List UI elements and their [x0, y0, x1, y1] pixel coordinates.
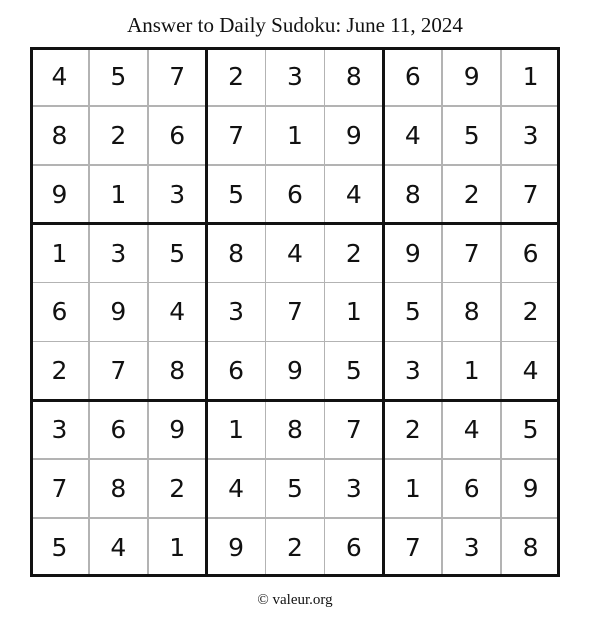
sudoku-cell-r7c1: 3 — [51, 415, 68, 445]
cell-divider-h8 — [30, 517, 560, 519]
sudoku-cell-r7c2: 6 — [110, 415, 127, 445]
sudoku-cell-r4c1: 1 — [51, 238, 68, 268]
cell-divider-v7 — [441, 47, 443, 577]
sudoku-cell-r7c3: 9 — [169, 415, 186, 445]
sudoku-cell-r2c9: 3 — [522, 120, 539, 150]
sudoku-cell-r2c6: 9 — [345, 120, 362, 150]
sudoku-cell-r5c6: 1 — [345, 297, 362, 327]
cell-divider-v8 — [500, 47, 502, 577]
sudoku-cell-r6c2: 7 — [110, 356, 127, 386]
box-border-v3 — [205, 47, 208, 577]
sudoku-cell-r6c1: 2 — [51, 356, 68, 386]
sudoku-cell-r3c5: 6 — [287, 179, 303, 209]
sudoku-cell-r3c2: 1 — [110, 179, 127, 209]
sudoku-cell-r5c1: 6 — [51, 297, 68, 327]
sudoku-cell-r1c5: 3 — [287, 61, 303, 91]
sudoku-cell-r7c7: 2 — [404, 415, 421, 445]
sudoku-cell-r6c7: 3 — [404, 356, 421, 386]
puzzle-title: Answer to Daily Sudoku: June 11, 2024 — [127, 13, 463, 37]
sudoku-cell-r8c5: 5 — [287, 474, 303, 504]
sudoku-cell-r9c8: 3 — [463, 533, 480, 563]
sudoku-cell-r8c4: 4 — [228, 474, 245, 504]
sudoku-cell-r8c3: 2 — [169, 474, 186, 504]
cell-divider-v2 — [147, 47, 149, 577]
sudoku-board — [30, 47, 560, 577]
sudoku-cell-r7c5: 8 — [287, 415, 303, 445]
box-border-v6 — [382, 47, 385, 577]
sudoku-cell-r8c7: 1 — [404, 474, 421, 504]
sudoku-cell-r3c8: 2 — [463, 179, 480, 209]
sudoku-cell-r2c7: 4 — [404, 120, 421, 150]
sudoku-cell-r2c5: 1 — [287, 120, 303, 150]
sudoku-cell-r8c9: 9 — [522, 474, 539, 504]
sudoku-cell-r7c9: 5 — [522, 415, 539, 445]
sudoku-cell-r9c3: 1 — [169, 533, 186, 563]
sudoku-cell-r1c6: 8 — [345, 61, 362, 91]
box-border-h0 — [30, 47, 560, 50]
sudoku-cell-r1c8: 9 — [463, 61, 480, 91]
sudoku-cell-r4c5: 4 — [287, 238, 303, 268]
sudoku-cell-r9c4: 9 — [228, 533, 245, 563]
sudoku-cell-r6c9: 4 — [522, 356, 539, 386]
sudoku-cell-r3c9: 7 — [522, 179, 539, 209]
sudoku-cell-r4c9: 6 — [522, 238, 539, 268]
sudoku-cell-r9c9: 8 — [522, 533, 539, 563]
sudoku-cell-r5c2: 9 — [110, 297, 127, 327]
cell-divider-h5 — [30, 341, 560, 343]
sudoku-cell-r5c5: 7 — [287, 297, 303, 327]
sudoku-cell-r9c2: 4 — [110, 533, 127, 563]
cell-divider-v4 — [265, 47, 267, 577]
sudoku-cell-r4c2: 3 — [110, 238, 127, 268]
sudoku-cell-r8c8: 6 — [463, 474, 480, 504]
sudoku-cell-r1c4: 2 — [228, 61, 245, 91]
sudoku-cell-r5c7: 5 — [404, 297, 421, 327]
sudoku-cell-r3c6: 4 — [345, 179, 362, 209]
cell-divider-h2 — [30, 164, 560, 166]
cell-divider-h1 — [30, 105, 560, 107]
box-border-h3 — [30, 222, 560, 225]
sudoku-cell-r3c1: 9 — [51, 179, 68, 209]
cell-divider-h4 — [30, 282, 560, 284]
sudoku-cell-r6c8: 1 — [463, 356, 480, 386]
sudoku-cell-r1c1: 4 — [51, 61, 68, 91]
sudoku-cell-r8c6: 3 — [345, 474, 362, 504]
sudoku-cell-r4c8: 7 — [463, 238, 480, 268]
box-border-v0 — [30, 47, 33, 577]
sudoku-cell-r5c4: 3 — [228, 297, 245, 327]
sudoku-cell-r2c3: 6 — [169, 120, 186, 150]
sudoku-cell-r1c9: 1 — [522, 61, 539, 91]
box-border-v9 — [557, 47, 560, 577]
sudoku-cell-r9c5: 2 — [287, 533, 303, 563]
box-border-h9 — [30, 574, 560, 577]
sudoku-cell-r4c4: 8 — [228, 238, 245, 268]
cell-divider-v5 — [324, 47, 326, 577]
sudoku-cell-r5c8: 8 — [463, 297, 480, 327]
sudoku-cell-r2c8: 5 — [463, 120, 480, 150]
copyright-footer: © valeur.org — [257, 592, 333, 608]
sudoku-cell-r9c1: 5 — [51, 533, 68, 563]
sudoku-cell-r8c2: 8 — [110, 474, 127, 504]
sudoku-cell-r6c6: 5 — [345, 356, 362, 386]
sudoku-cell-r1c7: 6 — [404, 61, 421, 91]
sudoku-cell-r7c8: 4 — [463, 415, 480, 445]
box-border-h6 — [30, 399, 560, 402]
sudoku-cell-r6c3: 8 — [169, 356, 186, 386]
sudoku-cell-r4c3: 5 — [169, 238, 186, 268]
cell-divider-h7 — [30, 458, 560, 460]
sudoku-cell-r8c1: 7 — [51, 474, 68, 504]
sudoku-cell-r3c3: 3 — [169, 179, 186, 209]
sudoku-cell-r2c4: 7 — [228, 120, 245, 150]
sudoku-cell-r9c7: 7 — [404, 533, 421, 563]
sudoku-cell-r4c6: 2 — [345, 238, 362, 268]
sudoku-cell-r6c5: 9 — [287, 356, 303, 386]
sudoku-cell-r1c2: 5 — [110, 61, 127, 91]
sudoku-cell-r4c7: 9 — [404, 238, 421, 268]
sudoku-cell-r5c9: 2 — [522, 297, 539, 327]
sudoku-cell-r2c1: 8 — [51, 120, 68, 150]
sudoku-cell-r6c4: 6 — [228, 356, 245, 386]
sudoku-cell-r5c3: 4 — [169, 297, 186, 327]
sudoku-cell-r7c4: 1 — [228, 415, 245, 445]
cell-divider-v1 — [88, 47, 90, 577]
sudoku-cell-r7c6: 7 — [345, 415, 362, 445]
sudoku-cell-r1c3: 7 — [169, 61, 186, 91]
sudoku-cell-r3c7: 8 — [404, 179, 421, 209]
sudoku-cell-r2c2: 2 — [110, 120, 127, 150]
sudoku-cell-r3c4: 5 — [228, 179, 245, 209]
sudoku-cell-r9c6: 6 — [345, 533, 362, 563]
